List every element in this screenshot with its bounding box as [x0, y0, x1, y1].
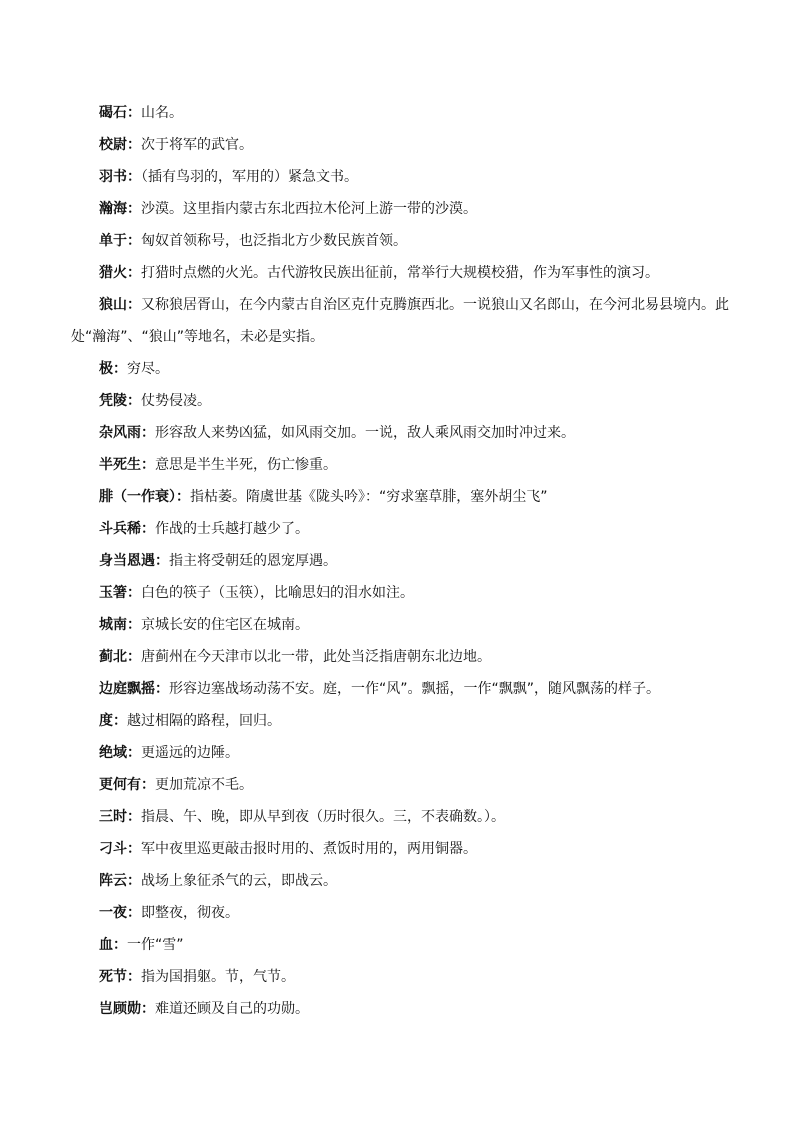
definition: 山名。	[141, 105, 183, 121]
definition: 指主将受朝廷的恩宠厚遇。	[169, 553, 337, 569]
term: 碣石	[99, 105, 127, 121]
separator: ：	[127, 169, 141, 185]
annotation-entry	[71, 545, 731, 577]
term: 斗兵稀	[99, 521, 141, 537]
annotation-entry	[71, 481, 731, 513]
definition: 指晨、午、晚，即从早到夜（历时很久。三，不表确数。）。	[141, 809, 505, 825]
definition: 越过相隔的路程，回归。	[127, 713, 281, 729]
definition: 难道还顾及自己的功勋。	[155, 1001, 309, 1017]
annotation-entry	[71, 97, 731, 129]
separator: ：	[127, 105, 141, 121]
annotation-entry	[71, 417, 731, 449]
separator: ：	[113, 937, 127, 953]
annotation-entry	[71, 737, 731, 769]
annotation-entry	[71, 897, 731, 929]
definition: 一作“雪”	[127, 937, 184, 953]
separator: ：	[127, 649, 141, 665]
term: 玉箸	[99, 585, 127, 601]
separator: ：	[127, 201, 141, 217]
definition: 更加荒凉不毛。	[155, 777, 253, 793]
term: 三时	[99, 809, 127, 825]
annotation-entry	[71, 609, 731, 641]
separator: ：	[127, 873, 141, 889]
separator: ：	[113, 713, 127, 729]
term: 度	[99, 713, 113, 729]
term: 猎火	[99, 265, 127, 281]
term: 身当恩遇	[99, 553, 155, 569]
definition: 意思是半生半死，伤亡惨重。	[155, 457, 337, 473]
definition: 战场上象征杀气的云，即战云。	[141, 873, 337, 889]
annotation-entry	[71, 161, 731, 193]
annotation-entry	[71, 449, 731, 481]
separator: ：	[127, 297, 141, 313]
annotation-entry	[71, 961, 731, 993]
definition: 仗势侵凌。	[141, 393, 211, 409]
separator: ：	[127, 905, 141, 921]
definition: 沙漠。这里指内蒙古东北西拉木伦河上游一带的沙漠。	[141, 201, 477, 217]
separator: ：	[176, 489, 190, 505]
definition: 打猎时点燃的火光。古代游牧民族出征前，常举行大规模校猎，作为军事性的演习。	[141, 265, 659, 281]
term: 腓（一作衰）	[99, 489, 176, 505]
separator: ：	[113, 361, 127, 377]
term: 校尉	[99, 137, 127, 153]
term: 岂顾勋	[99, 1001, 141, 1017]
annotation-entry	[71, 385, 731, 417]
term: 羽书	[99, 169, 127, 185]
separator: ：	[141, 521, 155, 537]
annotation-entry	[71, 513, 731, 545]
definition: 京城长安的住宅区在城南。	[141, 617, 309, 633]
term: 瀚海	[99, 201, 127, 217]
separator: ：	[127, 617, 141, 633]
definition: 穷尽。	[127, 361, 169, 377]
separator: ：	[127, 841, 141, 857]
annotation-entry	[71, 641, 731, 673]
definition: 白色的筷子（玉筷），比喻思妇的泪水如注。	[141, 585, 414, 601]
annotation-entry	[71, 993, 731, 1025]
separator: ：	[127, 137, 141, 153]
separator: ：	[127, 233, 141, 249]
term: 极	[99, 361, 113, 377]
definition: 指为国捐躯。节，气节。	[141, 969, 295, 985]
definition: 又称狼居胥山，在今内蒙古自治区克什克腾旗西北。一说狼山又名郎山，在今河北易县境内。此处“瀚海”、“狼山”等地名，未必是实指。	[71, 297, 729, 345]
annotation-entry	[71, 353, 731, 385]
definition: 匈奴首领称号，也泛指北方少数民族首领。	[141, 233, 407, 249]
separator: ：	[141, 777, 155, 793]
definition: 唐蓟州在今天津市以北一带，此处当泛指唐朝东北边地。	[141, 649, 491, 665]
term: 血	[99, 937, 113, 953]
term: 死节	[99, 969, 127, 985]
term: 一夜	[99, 905, 127, 921]
term: 单于	[99, 233, 127, 249]
separator: ：	[127, 265, 141, 281]
annotation-entry	[71, 865, 731, 897]
annotation-entry	[71, 193, 731, 225]
annotation-entry	[71, 705, 731, 737]
annotation-entry	[71, 769, 731, 801]
separator: ：	[155, 553, 169, 569]
separator: ：	[155, 681, 169, 697]
separator: ：	[127, 969, 141, 985]
term: 边庭飘摇	[99, 681, 155, 697]
separator: ：	[127, 745, 141, 761]
annotation-list	[71, 97, 731, 1025]
annotation-entry	[71, 577, 731, 609]
separator: ：	[141, 425, 155, 441]
definition: 军中夜里巡更敲击报时用的、煮饭时用的，两用铜器。	[141, 841, 477, 857]
separator: ：	[127, 585, 141, 601]
term: 杂风雨	[99, 425, 141, 441]
annotation-entry	[71, 673, 731, 705]
definition: 次于将军的武官。	[141, 137, 253, 153]
term: 绝域	[99, 745, 127, 761]
annotation-entry	[71, 257, 731, 289]
annotation-entry	[71, 929, 731, 961]
term: 阵云	[99, 873, 127, 889]
annotation-entry	[71, 289, 731, 353]
term: 城南	[99, 617, 127, 633]
term: 蓟北	[99, 649, 127, 665]
annotation-entry	[71, 833, 731, 865]
term: 半死生	[99, 457, 141, 473]
term: 狼山	[99, 297, 127, 313]
term: 凭陵	[99, 393, 127, 409]
term: 刁斗	[99, 841, 127, 857]
annotation-entry	[71, 129, 731, 161]
definition: 即整夜，彻夜。	[141, 905, 239, 921]
separator: ：	[141, 1001, 155, 1017]
separator: ：	[127, 809, 141, 825]
definition: 形容敌人来势凶猛，如风雨交加。一说，敌人乘风雨交加时冲过来。	[155, 425, 575, 441]
annotation-entry	[71, 225, 731, 257]
annotation-entry	[71, 801, 731, 833]
definition: （插有鸟羽的，军用的）紧急文书。	[141, 169, 358, 185]
definition: 指枯萎。隋虞世基《陇头吟》：“穷求塞草腓，塞外胡尘飞”	[190, 489, 548, 505]
definition: 形容边塞战场动荡不安。庭，一作“风”。飘摇，一作“飘飘”，随风飘荡的样子。	[169, 681, 661, 697]
definition: 作战的士兵越打越少了。	[155, 521, 309, 537]
separator: ：	[141, 457, 155, 473]
separator: ：	[127, 393, 141, 409]
term: 更何有	[99, 777, 141, 793]
definition: 更遥远的边陲。	[141, 745, 239, 761]
